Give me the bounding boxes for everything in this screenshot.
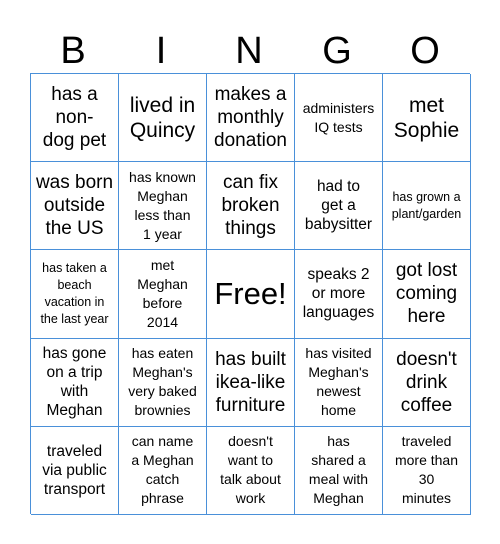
bingo-cell-r2c2[interactable] xyxy=(119,162,207,250)
cell-text: speaks 2 or more languages xyxy=(302,266,375,322)
cell-text: has shared a meal with Meghan xyxy=(308,433,369,507)
bingo-cell-r1c3[interactable] xyxy=(207,74,295,162)
bingo-cell-r3c1[interactable] xyxy=(31,250,119,338)
bingo-grid xyxy=(30,73,470,514)
cell-text: has taken a beach vacation in the last year xyxy=(40,260,109,326)
bingo-cell-r5c1[interactable] xyxy=(31,427,119,515)
header-letter-o: O xyxy=(410,30,442,72)
cell-text: had to get a babysitter xyxy=(304,178,373,234)
cell-text: has a non- dog pet xyxy=(42,84,107,152)
bingo-cell-r2c4[interactable] xyxy=(295,162,383,250)
cell-text: was born outside the US xyxy=(35,172,114,240)
bingo-cell-r5c3[interactable] xyxy=(207,427,295,515)
bingo-header xyxy=(30,22,470,80)
bingo-cell-r1c4[interactable] xyxy=(295,74,383,162)
cell-text: lived in Quincy xyxy=(129,93,196,142)
cell-text: administers IQ tests xyxy=(302,99,375,135)
cell-text: can fix broken things xyxy=(221,172,280,240)
cell-text: has built ikea-like furniture xyxy=(215,348,286,416)
bingo-cell-r1c5[interactable] xyxy=(383,74,471,162)
cell-text: makes a monthly donation xyxy=(214,84,287,152)
bingo-cell-r4c1[interactable] xyxy=(31,339,119,427)
cell-text: has gone on a trip with Meghan xyxy=(42,345,107,420)
cell-text: has known Meghan less than 1 year xyxy=(129,168,196,242)
bingo-cell-r5c4[interactable] xyxy=(295,427,383,515)
cell-text: has eaten Meghan's very baked brownies xyxy=(128,345,197,419)
bingo-cell-r1c2[interactable] xyxy=(119,74,207,162)
cell-text: doesn't drink coffee xyxy=(396,348,457,416)
bingo-cell-r3c4[interactable] xyxy=(295,250,383,338)
cell-text: traveled via public transport xyxy=(42,442,107,498)
bingo-cell-r3c2[interactable] xyxy=(119,250,207,338)
bingo-cell-r2c1[interactable] xyxy=(31,162,119,250)
bingo-cell-r1c1[interactable] xyxy=(31,74,119,162)
cell-text: met Sophie xyxy=(393,93,460,142)
cell-text: traveled more than 30 minutes xyxy=(394,433,459,507)
bingo-cell-r4c2[interactable] xyxy=(119,339,207,427)
cell-text: got lost coming here xyxy=(395,260,458,328)
bingo-cell-r4c5[interactable] xyxy=(383,339,471,427)
cell-text: has visited Meghan's newest home xyxy=(305,345,372,419)
cell-text: can name a Meghan catch phrase xyxy=(131,433,194,507)
bingo-cell-free[interactable] xyxy=(207,250,295,338)
header-letter-i: I xyxy=(155,30,169,72)
header-letter-n: N xyxy=(235,30,265,72)
bingo-cell-r5c2[interactable] xyxy=(119,427,207,515)
free-space-text: Free! xyxy=(214,275,287,311)
bingo-cell-r4c3[interactable] xyxy=(207,339,295,427)
header-letter-b: B xyxy=(60,30,88,72)
bingo-cell-r3c5[interactable] xyxy=(383,250,471,338)
cell-text: met Meghan before 2014 xyxy=(137,256,188,330)
bingo-cell-r5c5[interactable] xyxy=(383,427,471,515)
bingo-cell-r4c4[interactable] xyxy=(295,339,383,427)
bingo-cell-r2c3[interactable] xyxy=(207,162,295,250)
cell-text: doesn't want to talk about work xyxy=(220,433,281,507)
header-letter-g: G xyxy=(322,30,354,72)
bingo-cell-r2c5[interactable] xyxy=(383,162,471,250)
cell-text: has grown a plant/garden xyxy=(391,189,462,221)
